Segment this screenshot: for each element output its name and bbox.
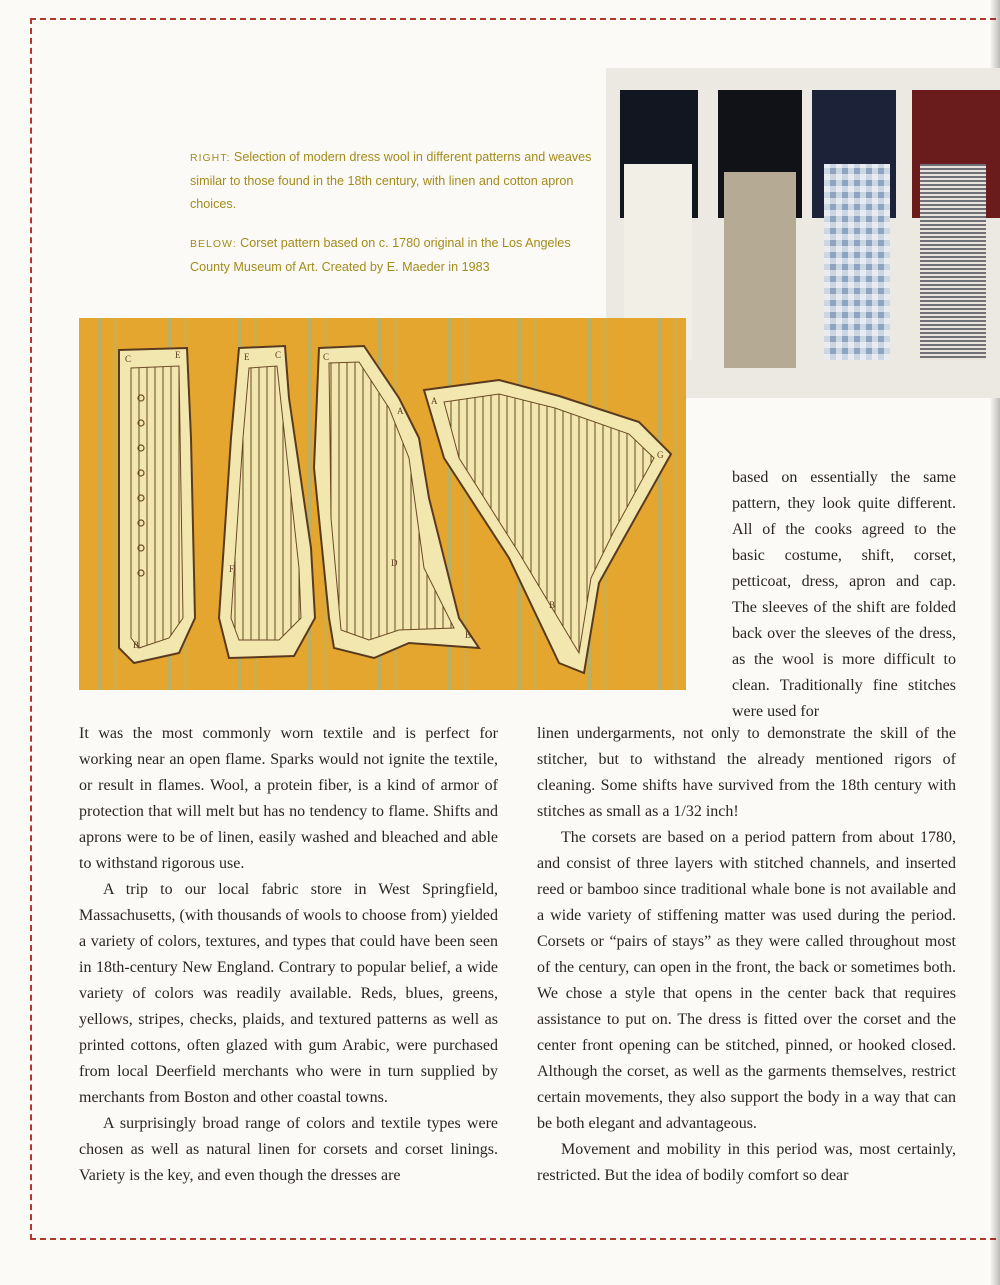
caption-right: RIGHT: Selection of modern dress wool in different patterns and weaves similar to those found in the 18th century, with linen and cotton apron choices.	[190, 150, 592, 211]
left-paragraph-3: A surprisingly broad range of colors and textile types were chosen as well as natural linen for corsets and corset linings. Variety is the key, and even though the dresses are	[79, 1115, 498, 1184]
caption-below: BELOW: Corset pattern based on c. 1780 original in the Los Angeles County Museum of Art. Created by E. Maeder in 1983	[190, 236, 571, 274]
apron-swatch-3	[824, 164, 890, 360]
right-paragraph-1: linen undergarments, not only to demonstrate the skill of the stitcher, but to withstand the already mentioned rigors of cleaning. Some shifts have survived from the 18th century with stitches as small as a 1/32 inch!	[537, 725, 956, 820]
pattern-letter: E	[175, 350, 181, 360]
pattern-letter: C	[323, 352, 330, 362]
pattern-letter: E	[244, 352, 250, 362]
pattern-letter: F	[229, 564, 235, 574]
pattern-letter: A	[431, 396, 438, 406]
apron-swatch-4	[920, 164, 986, 360]
left-paragraph-2: A trip to our local fabric store in West Springfield, Massachusetts, (with thousands of wools to choose from) yielded a variety of colors, textures, and types that could have been seen in 18th-century New England. Contrary to popular belief, a wide variety of colors was readily available. Reds, blues, greens, yellows, stripes, checks, plaids, and textured patterns as well as printed cottons, often glazed with gum Arabic, were purchased from local Deerfield merchants who were in turn supplied by merchants from Boston and other coastal towns.	[79, 881, 498, 1106]
pattern-piece-1-boning	[131, 366, 183, 648]
pattern-letter: B	[133, 640, 140, 650]
corset-pattern-photo	[79, 318, 686, 690]
left-paragraph-1: It was the most commonly worn textile and is perfect for working near an open flame. Sparks would not ignite the textile, or result in flames. Wool, a protein fiber, is a kind of armor of protection that will melt but has no tendency to flame. Shifts and aprons were to be of linen, easily washed and bleached and able to withstand rigorous use.	[79, 725, 498, 872]
apron-swatch-2	[724, 172, 796, 368]
left-column	[79, 721, 498, 1189]
pattern-letter: C	[275, 350, 282, 360]
right-column-top-text: based on essentially the same pattern, they look quite different. All of the cooks agreed to the basic costume, shift, corset, petticoat, dress, apron and cap. The sleeves of the shift are folded back over the sleeves of the dress, as the wool is more difficult to clean. Traditionally fine stitches were used for	[732, 469, 956, 720]
right-column	[537, 721, 956, 1189]
pattern-letter: A	[397, 406, 404, 416]
pattern-letter: G	[657, 450, 664, 460]
corset-pattern-drawing	[79, 318, 686, 690]
right-paragraph-3: Movement and mobility in this period was, most certainly, restricted. But the idea of bodily comfort so dear	[537, 1141, 956, 1184]
figure-captions	[190, 146, 610, 295]
pattern-letter: D	[391, 558, 398, 568]
pattern-letter: B	[549, 600, 556, 610]
right-paragraph-2: The corsets are based on a period pattern from about 1780, and consist of three layers with stitched channels, and inserted reed or bamboo since traditional whale bone is not available and a wide variety of stiffening matter was used during the period. Corsets or “pairs of stays” as they were called throughout most of the century, can open in the front, the back or sometimes both. We chose a style that opens in the center back that requires assistance to put on. The dress is fitted over the corset and the center front opening can be stitched, pinned, or hooked closed. Although the corset, as well as the garments themselves, restrict certain movements, they also support the body in a way that can be both elegant and advantageous.	[537, 829, 956, 1132]
pattern-letter: C	[125, 354, 132, 364]
pattern-letter: B	[465, 630, 472, 640]
